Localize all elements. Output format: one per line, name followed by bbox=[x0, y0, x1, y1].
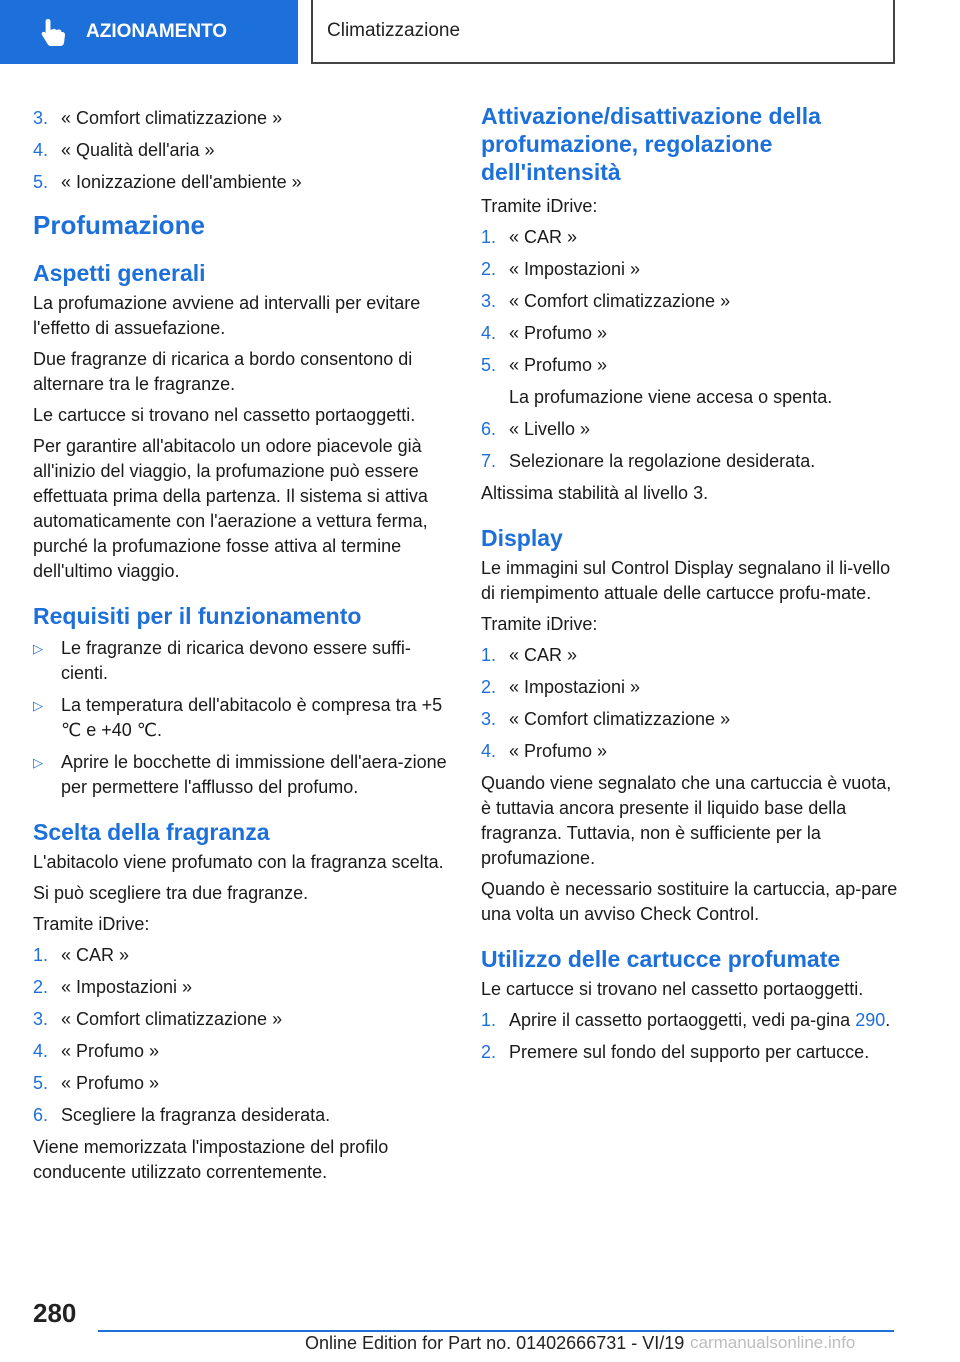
topic-title: Climatizzazione bbox=[327, 20, 461, 41]
step-text: « CAR » bbox=[509, 227, 578, 247]
list-item bbox=[481, 675, 901, 700]
list-item bbox=[33, 1007, 453, 1032]
requirements-list bbox=[33, 636, 453, 800]
paragraph: Le cartucce si trovano nel cassetto portaoggetti. bbox=[481, 979, 864, 999]
step-number: 6. bbox=[481, 419, 497, 439]
paragraph: Altissima stabilità al livello 3. bbox=[481, 483, 709, 503]
step-text: « Impostazioni » bbox=[61, 977, 193, 997]
paragraph: Le cartucce si trovano nel cassetto portaoggetti. bbox=[33, 405, 416, 425]
list-item bbox=[481, 417, 901, 442]
list-item bbox=[33, 106, 453, 131]
list-item: ▷ Le fragranze di ricarica devono essere suffi-cienti. bbox=[33, 636, 453, 686]
triangle-bullet-icon: ▷ bbox=[33, 755, 43, 770]
step-text: « Comfort climatizzazione » bbox=[509, 709, 731, 729]
heading-attivazione: Attivazione/disattivazione della profumazione, regolazione dell'intensità bbox=[481, 103, 821, 185]
step-number: 6. bbox=[33, 1105, 49, 1125]
paragraph: Viene memorizzata l'impostazione del profilo conducente utilizzato correntemente. bbox=[33, 1137, 389, 1182]
triangle-bullet-icon: ▷ bbox=[33, 698, 43, 713]
left-column bbox=[33, 100, 453, 1191]
list-item bbox=[33, 943, 453, 968]
step-text: « Livello » bbox=[509, 419, 591, 439]
step-number: 4. bbox=[33, 140, 49, 160]
list-item bbox=[481, 225, 901, 250]
heading-display: Display bbox=[481, 525, 563, 551]
paragraph: Quando è necessario sostituire la cartuccia, ap-pare una volta un avviso Check Control. bbox=[481, 879, 898, 924]
heading-utilizzo: Utilizzo delle cartucce profumate bbox=[481, 946, 841, 972]
list-item: ▷ La temperatura dell'abitacolo è compresa tra +5 ℃ e +40 ℃. bbox=[33, 693, 453, 743]
list-item bbox=[481, 449, 901, 474]
hand-pointer-icon bbox=[40, 17, 66, 47]
step-number: 3. bbox=[481, 709, 497, 729]
step-text: « Profumo » bbox=[509, 741, 608, 761]
step-note: La profumazione viene accesa o spenta. bbox=[509, 387, 833, 407]
list-item: ▷ Aprire le bocchette di immissione dell'aera-zione per permettere l'afflusso del profumo. bbox=[33, 750, 453, 800]
watermark: carmanualsonline.info bbox=[690, 1333, 856, 1352]
step-number: 2. bbox=[33, 977, 49, 997]
page-number: 280 bbox=[33, 1298, 77, 1328]
list-item: 2. Premere sul fondo del supporto per cartucce. bbox=[481, 1040, 901, 1065]
cartridge-steps-list bbox=[481, 1008, 901, 1065]
list-item bbox=[33, 1071, 453, 1096]
list-item bbox=[481, 707, 901, 732]
step-number: 1. bbox=[481, 645, 497, 665]
paragraph: Tramite iDrive: bbox=[481, 196, 598, 216]
step-number: 3. bbox=[33, 1009, 49, 1029]
step-text: Scegliere la fragranza desiderata. bbox=[61, 1105, 331, 1125]
edition-text: Online Edition for Part no. 01402666731 - VI/19 bbox=[305, 1333, 685, 1353]
step-text: « Impostazioni » bbox=[509, 677, 641, 697]
paragraph: Si può scegliere tra due fragranze. bbox=[33, 883, 309, 903]
step-number: 4. bbox=[481, 741, 497, 761]
list-item bbox=[481, 321, 901, 346]
step-number: 2. bbox=[481, 259, 497, 279]
step-number: 2. bbox=[481, 677, 497, 697]
paragraph: Quando viene segnalato che una cartuccia è vuota, è tuttavia ancora presente il liquido base della fragranza. Tuttavia, non è sufficiente per la profumazione. bbox=[481, 773, 892, 868]
step-text: « Comfort climatizzazione » bbox=[61, 108, 283, 128]
step-number: 5. bbox=[33, 1073, 49, 1093]
footer-divider bbox=[98, 1330, 894, 1332]
right-column bbox=[481, 100, 901, 1072]
list-item bbox=[481, 353, 901, 378]
heading-scelta-fragranza: Scelta della fragranza bbox=[33, 819, 270, 845]
heading-requisiti: Requisiti per il funzionamento bbox=[33, 603, 362, 629]
step-text: « Comfort climatizzazione » bbox=[509, 291, 731, 311]
list-item bbox=[33, 170, 453, 195]
step-number: 5. bbox=[481, 355, 497, 375]
section-tab bbox=[0, 0, 298, 64]
step-text: Selezionare la regolazione desiderata. bbox=[509, 451, 816, 471]
heading-profumazione: Profumazione bbox=[33, 210, 205, 240]
step-number: 1. bbox=[481, 1010, 497, 1030]
step-text: « Impostazioni » bbox=[509, 259, 641, 279]
paragraph: L'abitacolo viene profumato con la fragranza scelta. bbox=[33, 852, 444, 872]
activation-steps-list bbox=[481, 225, 901, 378]
paragraph: Due fragranze di ricarica a bordo consentono di alternare tra le fragranze. bbox=[33, 349, 413, 394]
step-text: « Profumo » bbox=[61, 1041, 160, 1061]
fragrance-steps-list bbox=[33, 943, 453, 1128]
list-item bbox=[481, 257, 901, 282]
step-text: « Profumo » bbox=[509, 355, 608, 375]
step-number: 3. bbox=[481, 291, 497, 311]
step-number: 1. bbox=[481, 227, 497, 247]
step-text: « CAR » bbox=[509, 645, 578, 665]
display-steps-list bbox=[481, 643, 901, 764]
paragraph: Le immagini sul Control Display segnalano il li-vello di riempimento attuale delle cartucce profu-mate. bbox=[481, 558, 891, 603]
list-item: 1. Aprire il cassetto portaoggetti, vedi pa-gina 290. bbox=[481, 1008, 901, 1033]
step-number: 4. bbox=[481, 323, 497, 343]
step-text: « Profumo » bbox=[509, 323, 608, 343]
list-item bbox=[33, 1039, 453, 1064]
step-number: 5. bbox=[33, 172, 49, 192]
step-number: 4. bbox=[33, 1041, 49, 1061]
paragraph: Per garantire all'abitacolo un odore piacevole già all'inizio del viaggio, la profumazione può essere effettuata prima della partenza. Il sistema si attiva automaticamente con l'aerazione a vettura ferma, purché la profumazione fosse attiva al termine dell'ultimo viaggio. bbox=[33, 436, 428, 581]
page-link[interactable]: 290 bbox=[855, 1010, 886, 1030]
step-number: 1. bbox=[33, 945, 49, 965]
heading-aspetti-generali: Aspetti generali bbox=[33, 260, 206, 286]
list-item bbox=[481, 289, 901, 314]
step-number: 7. bbox=[481, 451, 497, 471]
activation-steps-list-cont bbox=[481, 417, 901, 474]
list-item bbox=[481, 643, 901, 668]
paragraph: La profumazione avviene ad intervalli per evitare l'effetto di assuefazione. bbox=[33, 293, 421, 338]
step-text: « Ionizzazione dell'ambiente » bbox=[61, 172, 302, 192]
step-number: 2. bbox=[481, 1042, 497, 1062]
list-item bbox=[481, 739, 901, 764]
list-item bbox=[33, 975, 453, 1000]
list-item bbox=[33, 1103, 453, 1128]
list-item bbox=[33, 138, 453, 163]
paragraph: Tramite iDrive: bbox=[481, 614, 598, 634]
topic-header bbox=[311, 0, 895, 64]
step-text: « Comfort climatizzazione » bbox=[61, 1009, 283, 1029]
climate-menu-list bbox=[33, 106, 453, 195]
paragraph: Tramite iDrive: bbox=[33, 914, 150, 934]
step-number: 3. bbox=[33, 108, 49, 128]
step-text: « Profumo » bbox=[61, 1073, 160, 1093]
step-text: « CAR » bbox=[61, 945, 130, 965]
step-text: « Qualità dell'aria » bbox=[61, 140, 215, 160]
triangle-bullet-icon: ▷ bbox=[33, 641, 43, 656]
section-title: AZIONAMENTO bbox=[86, 21, 228, 42]
